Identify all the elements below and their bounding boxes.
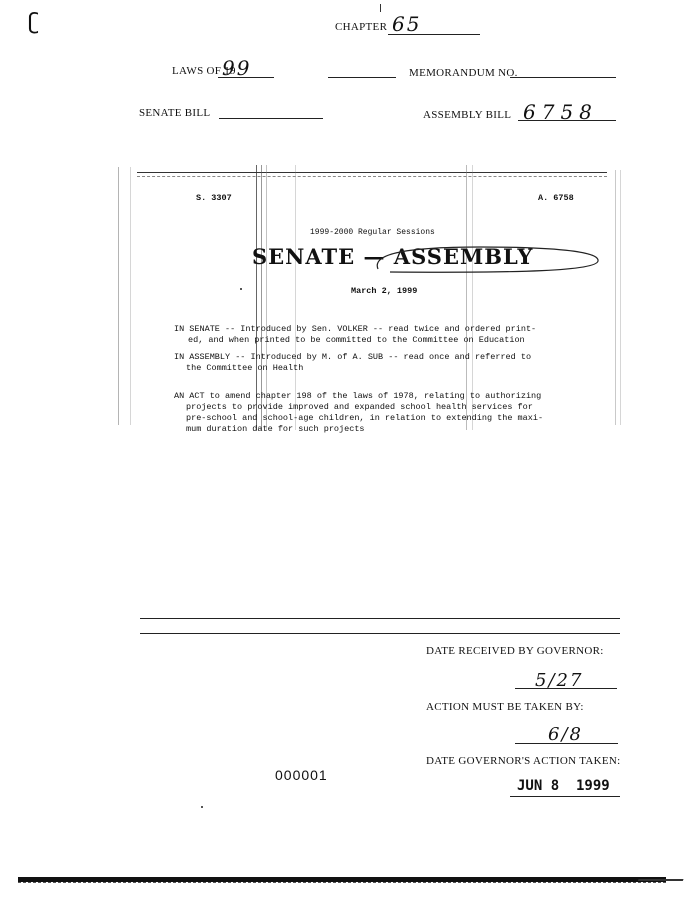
bill-date: March 2, 1999 — [351, 286, 418, 296]
laws-line — [218, 77, 274, 78]
footer-rule-2 — [140, 633, 620, 634]
bill-copy — [100, 165, 625, 435]
streak — [130, 167, 131, 425]
laws-blank-line — [328, 77, 396, 78]
memorandum-label: MEMORANDUM NO. — [409, 67, 518, 79]
top-tick — [380, 4, 381, 12]
memorandum-line — [510, 77, 616, 78]
chapter-value: 65 — [392, 12, 422, 36]
act-line-4: mum duration date for such projects — [186, 424, 365, 434]
action-must-label: ACTION MUST BE TAKEN BY: — [426, 701, 584, 713]
act-line-1: AN ACT to amend chapter 198 of the laws of 1978, relating to authorizing — [174, 391, 542, 401]
senate-number: S. 3307 — [196, 193, 232, 203]
title-dash: — — [363, 244, 386, 269]
action-must-value: 6/8 — [548, 724, 583, 745]
streak — [615, 170, 616, 425]
assembly-bill-line — [518, 120, 616, 121]
date-received-line — [515, 688, 617, 689]
assembly-intro-line-2: the Committee on Health — [186, 363, 304, 373]
streak — [620, 170, 621, 425]
corner-mark: ʗ — [28, 10, 40, 35]
action-taken-stamp: JUN 8 1999 — [517, 778, 610, 794]
laws-year: 99 — [222, 56, 252, 80]
senate-bill-label: SENATE BILL — [139, 107, 211, 119]
assembly-bill-label: ASSEMBLY BILL — [423, 109, 512, 121]
laws-label: LAWS OF 19 — [172, 65, 236, 77]
title-senate: SENATE — [252, 244, 356, 269]
assembly-circle-mark — [370, 243, 605, 277]
act-line-2: projects to provide improved and expanded school health services for — [186, 402, 533, 412]
assembly-number: A. 6758 — [538, 193, 574, 203]
scan-edge-tail — [638, 869, 687, 881]
bill-top-rule-2 — [137, 176, 607, 177]
speck — [201, 806, 203, 808]
footer-rule-1 — [140, 618, 620, 619]
title-assembly: ASSEMBLY — [393, 244, 534, 269]
senate-bill-line — [219, 118, 323, 119]
date-received-value: 5/27 — [535, 670, 584, 691]
senate-intro-line-1: IN SENATE -- Introduced by Sen. VOLKER -- read twice and ordered print- — [174, 324, 537, 334]
scan-edge-shadow — [18, 882, 666, 887]
streak — [118, 167, 119, 425]
senate-intro-line-2: ed, and when printed to be committed to the Committee on Education — [188, 335, 525, 345]
session-heading: 1999-2000 Regular Sessions — [310, 228, 435, 237]
chapter-label: CHAPTER — [335, 21, 388, 33]
action-taken-label: DATE GOVERNOR'S ACTION TAKEN: — [426, 755, 621, 767]
chapter-line — [388, 34, 480, 35]
action-taken-line — [510, 796, 620, 797]
act-line-3: pre-school and school-age children, in relation to extending the maxi- — [186, 413, 544, 423]
speck — [240, 288, 242, 290]
assembly-bill-value: 6758 — [523, 100, 598, 124]
bill-top-rule — [137, 172, 607, 173]
date-received-label: DATE RECEIVED BY GOVERNOR: — [426, 645, 604, 657]
assembly-intro-line-1: IN ASSEMBLY -- Introduced by M. of A. SUB -- read once and referred to — [174, 352, 532, 362]
action-must-line — [515, 743, 618, 744]
page-number: 000001 — [275, 767, 328, 783]
